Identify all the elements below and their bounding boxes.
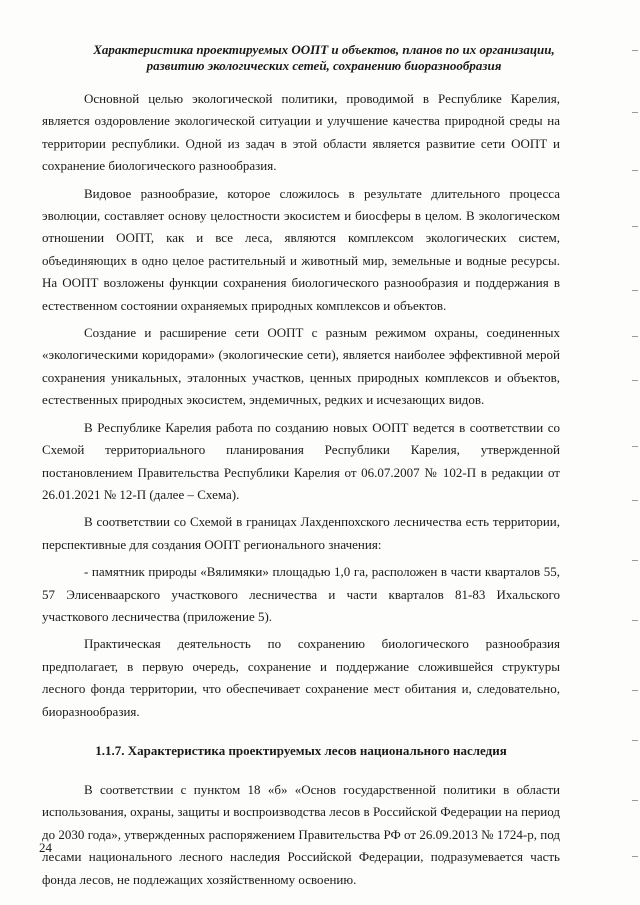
paragraph-practical-activity: Практическая деятельность по сохранению биологического разнообразия предполагает, в первую очередь, сохранение и поддержание сложившейся структуры лесного фонда территории, что обеспечивает сохранение мест обитания и, следовательно, биоразнообразия. [42,636,560,719]
page-number: 24 [39,840,52,855]
scan-edge-marks [628,0,640,905]
page-title [78,42,570,74]
paragraph-prospective-territories: В соответствии со Схемой в границах Лахденпохского лесничества есть территории, перспективные для создания ООПТ регионального значения: [42,514,560,552]
scan-mark [632,290,638,291]
scan-mark [632,740,638,741]
document-body [42,88,560,891]
scan-mark [632,226,638,227]
scan-mark [632,112,638,113]
scan-mark [632,800,638,801]
scan-mark [632,500,638,501]
paragraph-national-heritage-forests: В соответствии с пунктом 18 «б» «Основ государственной политики в области использования, охраны, защиты и воспроизводства лесов в Российской Федерации на период до 2030 года», утвержденных распоряжением Правительства РФ от 26.09.2013 № 1724-р, под лесами национального лесного наследия Российской Федерации, подразумевается часть фонда лесов, не подлежащих хозяйственному освоению. [42,781,560,887]
page-title-line-2: развитию экологических сетей, сохранению биоразнообразия [146,58,502,73]
scan-mark [632,856,638,857]
scan-mark [632,336,638,337]
paragraph-species-diversity: Видовое разнообразие, которое сложилось в результате длительного процесса эволюции, составляет основу целостности экосистем и биосферы в целом. В экологическом отношении ООПТ, как и все леса, являются комплексом экологических систем, объединяющих в одно целое растительный и животный мир, земельные и водные ресурсы. На ООПТ возложены функции сохранения биологического разнообразия и поддержания в естественном состоянии охраняемых природных комплексов и объектов. [42,185,560,313]
scan-mark [632,560,638,561]
scan-mark [632,446,638,447]
page-title-line-1: Характеристика проектируемых ООПТ и объектов, планов по их организации, [93,42,555,57]
paragraph-network-expansion: Создание и расширение сети ООПТ с разным режимом охраны, соединенных «экологическими коридорами» (экологические сети), является наиболее эффективной мерой сохранения уникальных, эталонных участков, ценных природных комплексов и объектов, естественных природных экосистем, эндемичных, редких и исчезающих видов. [42,325,560,408]
paragraph-valimaki-monument: - памятник природы «Вялимяки» площадью 1,0 га, расположен в части кварталов 55, 57 Элисенваарского участкового лесничества и части кварталов 81-83 Ихальского участкового лесничества (приложение 5). [42,564,560,624]
paragraph-policy-goal: Основной целью экологической политики, проводимой в Республике Карелия, является оздоровление экологической ситуации и улучшение качества природной среды на территории республики. Одной из задач в этой области является развитие сети ООПТ и сохранение биологического разнообразия. [42,91,560,174]
scan-mark [632,50,638,51]
scan-mark [632,690,638,691]
section-heading: 1.1.7. Характеристика проектируемых лесов национального наследия [95,742,507,758]
scan-mark [632,380,638,381]
paragraph-karelia-scheme: В Республике Карелия работа по созданию новых ООПТ ведется в соответствии со Схемой территориального планирования Республики Карелия, утвержденной постановлением Правительства Республики Карелия от 06.07.2007 № 102-П в редакции от 26.01.2021 № 12-П (далее – Схема). [42,419,560,502]
scan-mark [632,170,638,171]
scan-mark [632,620,638,621]
